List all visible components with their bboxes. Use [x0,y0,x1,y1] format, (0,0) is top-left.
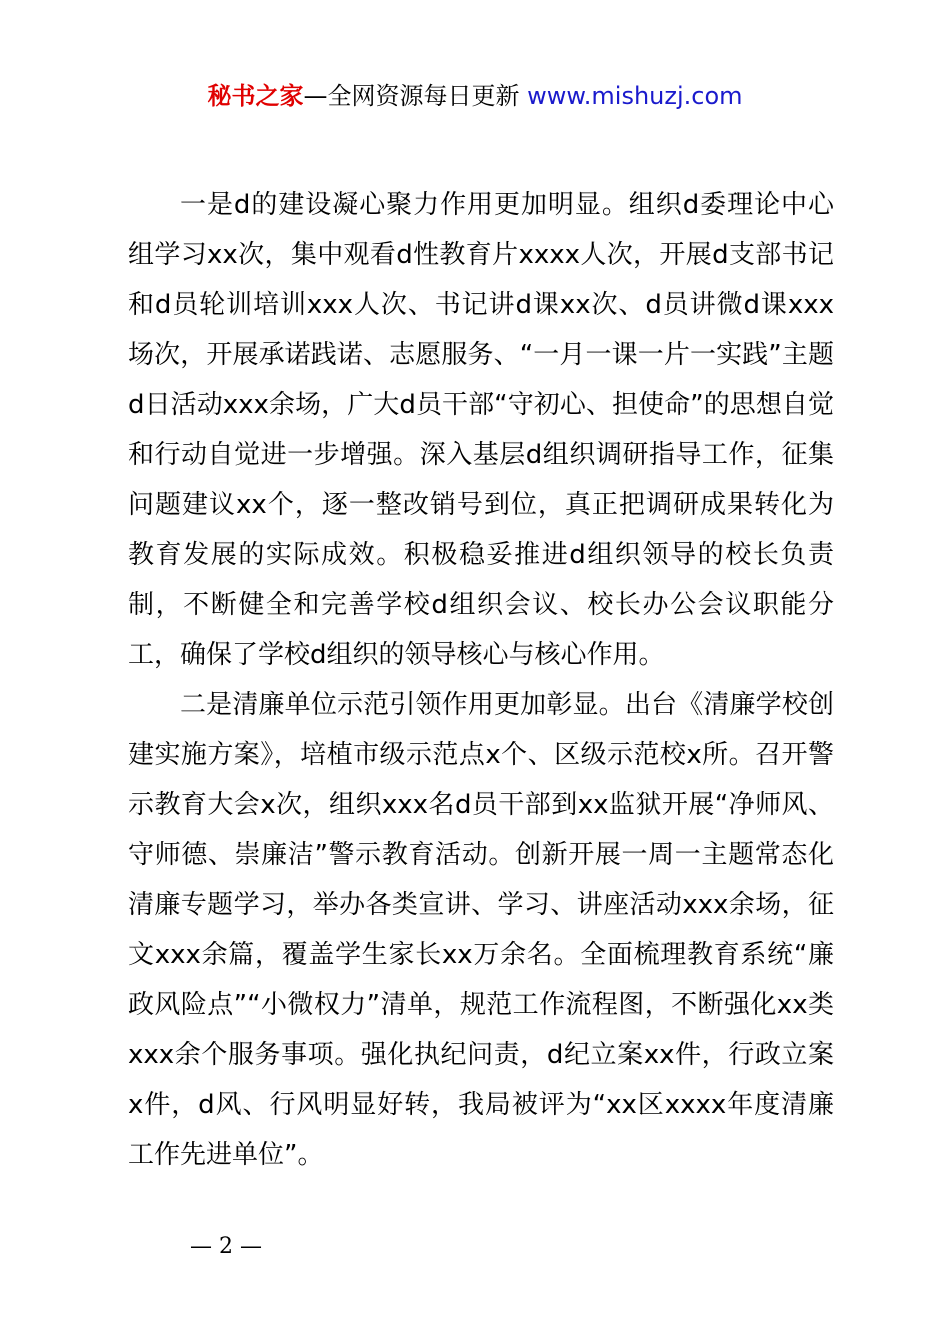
paragraph-clean-governance: 二是清廉单位示范引领作用更加彰显。出台《清廉学校创建实施方案》，培植市级示范点x个、区级示范校x所。召开警示教育大会x次，组织xxx名d员干部到xx监狱开展“净师风、守师德、崇廉洁”警示教育活动。创新开展一周一主题常态化清廉专题学习，举办各类宣讲、学习、讲座活动xxx余场，征文xxx余篇，覆盖学生家长xx万余名。全面梳理教育系统“廉政风险点”“小微权力”清单，规范工作流程图，不断强化xx类xxx余个服务事项。强化执纪问责，d纪立案xx件，行政立案x件，d风、行风明显好转，我局被评为“xx区xxxx年度清廉工作先进单位”。 [128,690,834,1170]
brand-name: 秘书之家 [207,82,304,110]
page-header [0,80,950,112]
page-number: — 2 — [190,1234,262,1259]
header-tagline: —全网资源每日更新 [303,82,528,110]
document-body [128,180,834,1180]
paragraph-party-building: 一是d的建设凝心聚力作用更加明显。组织d委理论中心组学习xx次，集中观看d性教育片xxxx人次，开展d支部书记和d员轮训培训xxx人次、书记讲d课xx次、d员讲微d课xxx场次，开展承诺践诺、志愿服务、“一月一课一片一实践”主题d日活动xxx余场，广大d员干部“守初心、担使命”的思想自觉和行动自觉进一步增强。深入基层d组织调研指导工作，征集问题建议xx个，逐一整改销号到位，真正把调研成果转化为教育发展的实际成效。积极稳妥推进d组织领导的校长负责制，不断健全和完善学校d组织会议、校长办公会议职能分工，确保了学校d组织的领导核心与核心作用。 [128,190,834,670]
site-url-link[interactable]: www.mishuzj.com [527,82,743,110]
